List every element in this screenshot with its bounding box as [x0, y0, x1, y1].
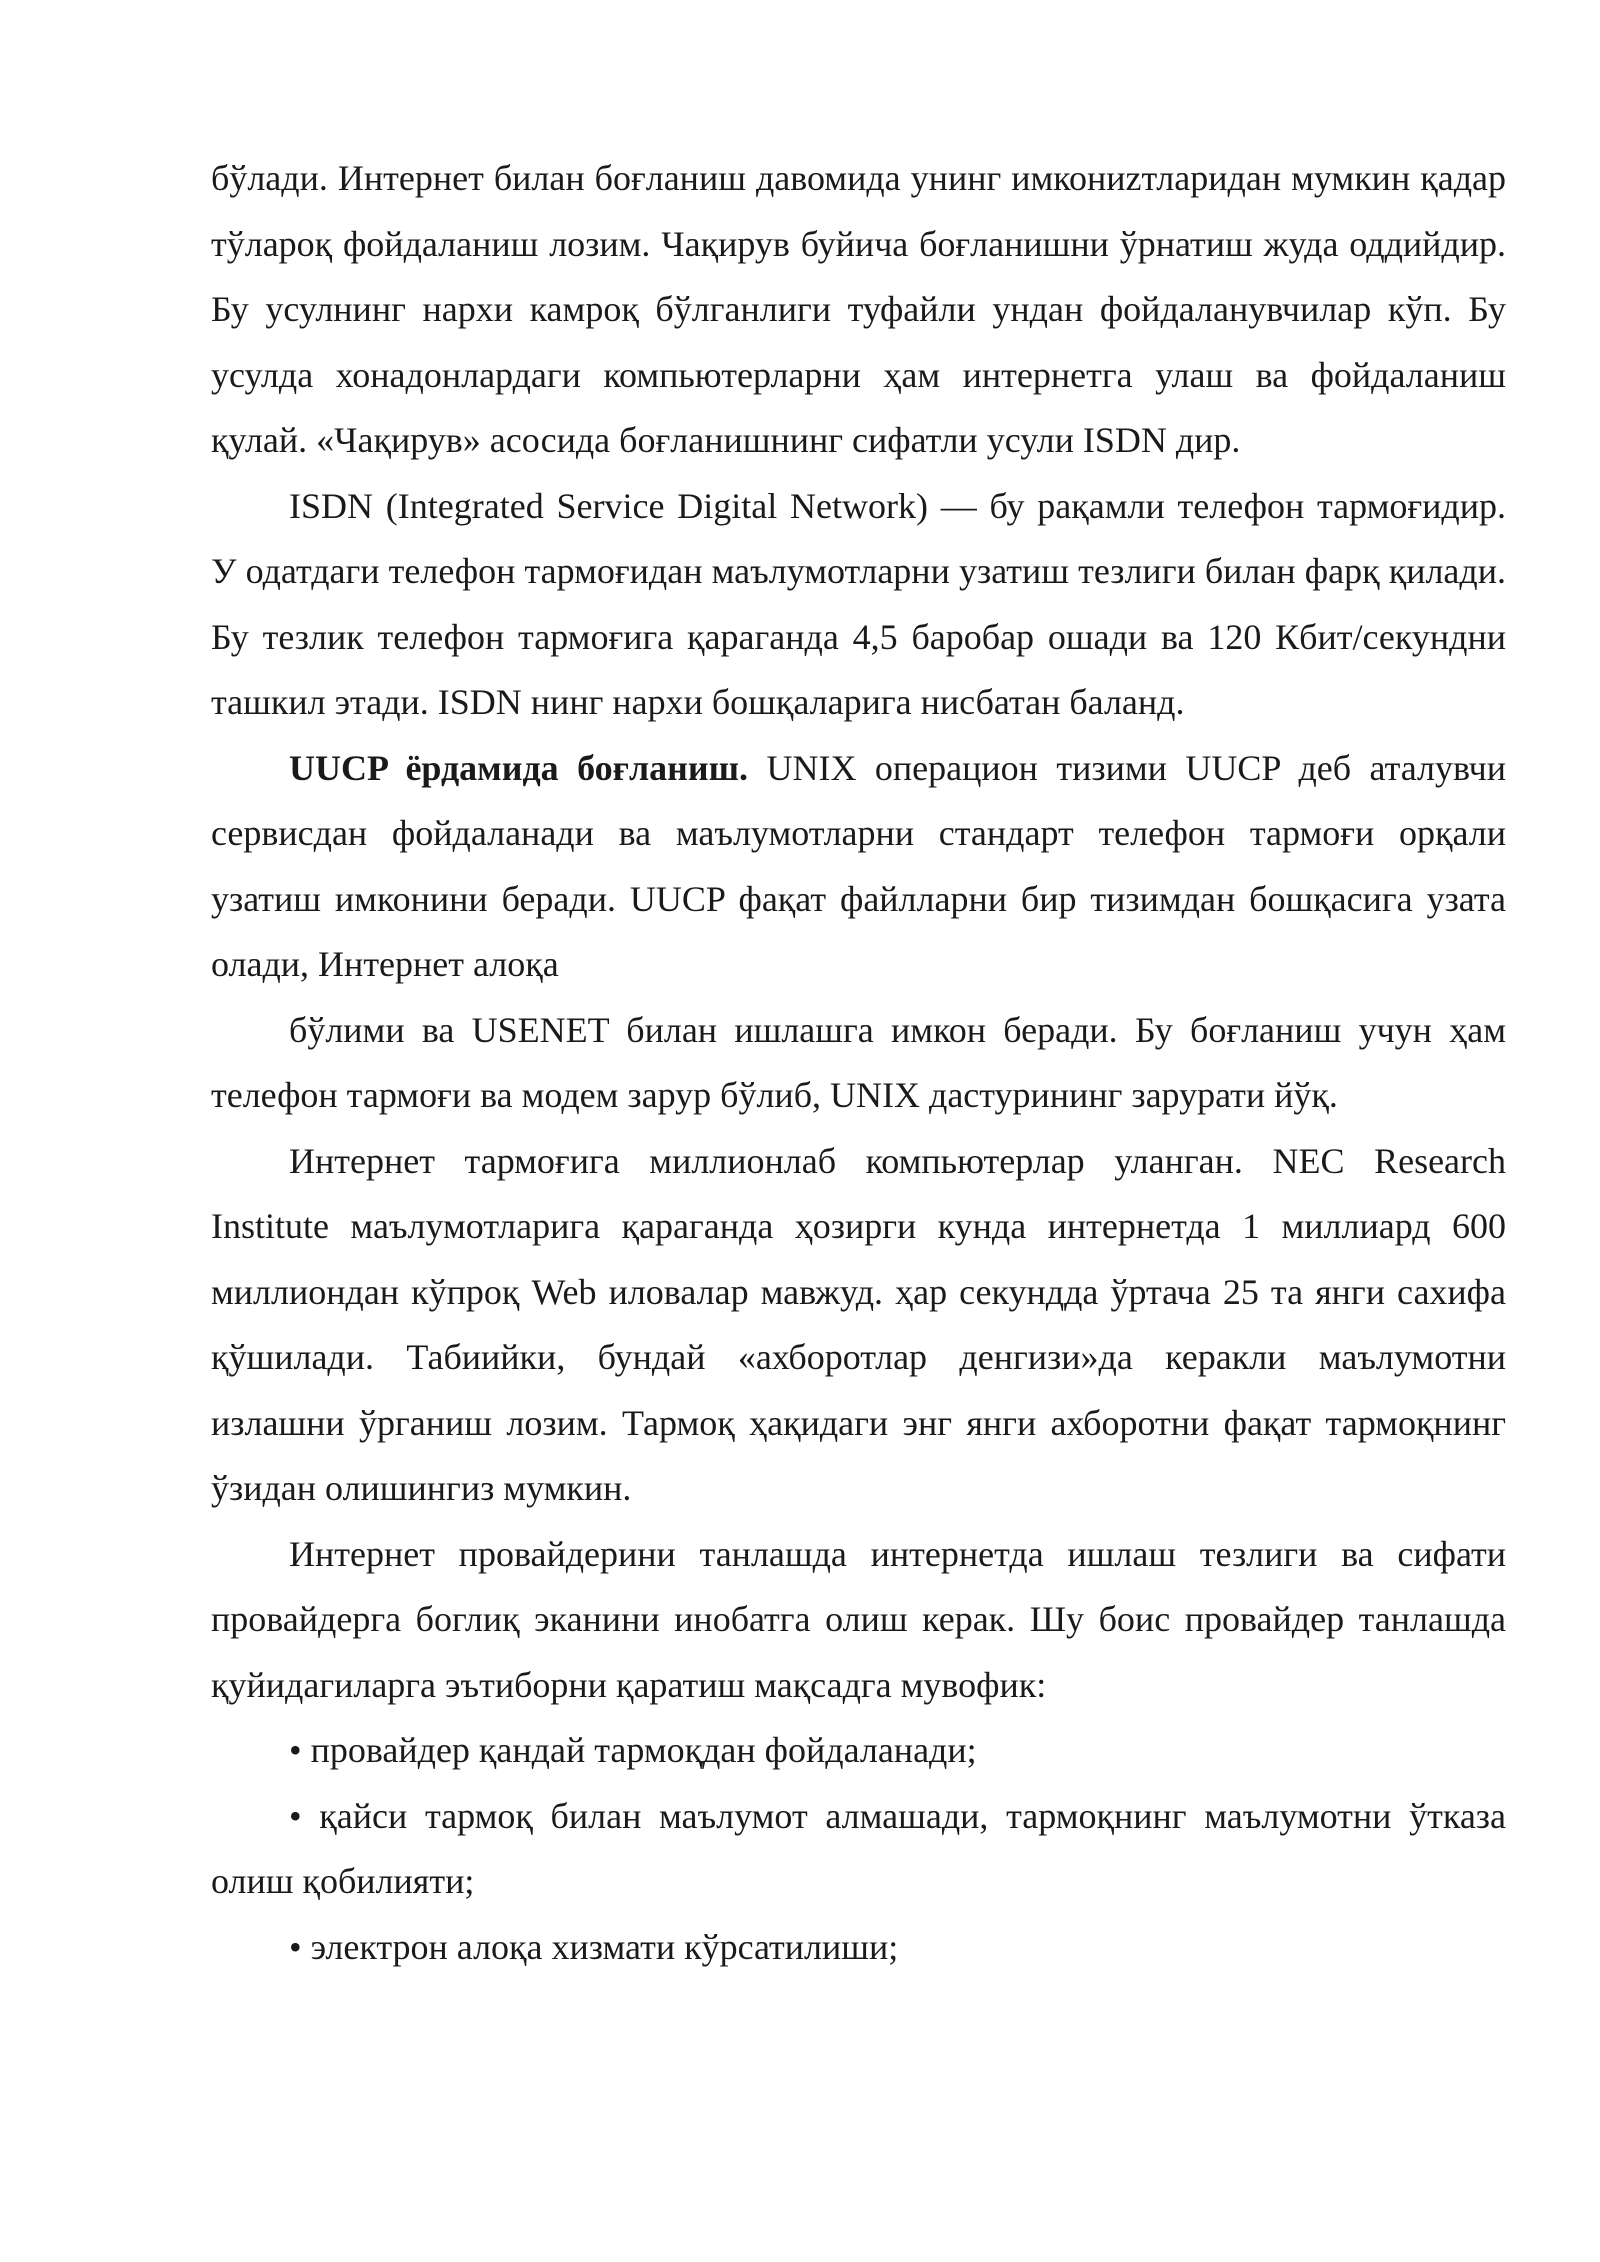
- uucp-heading: UUCP ёрдамида боғланиш.: [289, 747, 749, 788]
- list-item: • провайдер қандай тармоқдан фойдаланади;: [289, 1730, 977, 1770]
- paragraph-1: бўлади. Интернет билан боғланиш давомида унинг имкониzтларидан мумкин қадар тўлароқ фойдаланиш лозим. Чақирув буйича боғланишни ўрнатиш жуда оддийдир. Бу усулнинг нархи камроқ бўлганлиги туфайли ундан фойдаланувчилар кўп. Бу усулда хонадонлардаги компьютерларни ҳам интернетга улаш ва фойдаланиш қулай. «Чақирув» асосида боғланишнинг сифатли усули ISDN дир.: [211, 158, 1506, 460]
- uucp-text: UNIX операцион тизими UUCP деб аталувчи сервисдан фойдаланади ва маълумотларни стандарт телефон тармоғи орқали узатиш имконини беради. UUCP фақат файлларни бир тизимдан бошқасига узата олади, Интернет алоқа: [211, 747, 1506, 984]
- paragraph-uucp: [211, 736, 1506, 998]
- paragraph-provider: Интернет провайдерини танлашда интернетда ишлаш тезлиги ва сифати провайдерга боглиқ эканини инобатга олиш керак. Шу боис провайдер танлашда қуйидагиларга эътиборни қаратиш мақсадга мувофик:: [211, 1533, 1506, 1705]
- document-page: [211, 146, 1506, 1980]
- paragraph-usenet: бўлими ва USENET билан ишлашга имкон беради. Бу боғланиш учун ҳам телефон тармоғи ва модем зарур бўлиб, UNIX дастурининг зарурати йўқ.: [211, 1009, 1506, 1115]
- paragraph-isdn: ISDN (Integrated Service Digital Network) — бу рақамли телефон тармоғидир. У одатдаги телефон тармоғидан маълумотларни узатиш тезлиги билан фарқ қилади. Бу тезлик телефон тармоғига қараганда 4,5 баробар ошади ва 120 Кбит/секундни ташкил этади. ISDN нинг нархи бошқаларига нисбатан баланд.: [211, 485, 1506, 722]
- paragraph-internet-network: Интернет тармоғига миллионлаб компьютерлар уланган. NEC Research Institute маълумотларига қараганда ҳозирги кунда интернетда 1 миллиард 600 миллиондан кўпроқ Web иловалар мавжуд. ҳар секундда ўртача 25 та янги сахифа қўшилади. Табиийки, бундай «ахборотлар денгизи»да керакли маълумотни излашни ўрганиш лозим. Тармоқ ҳақидаги энг янги ахборотни фақат тармоқнинг ўзидан олишингиз мумкин.: [211, 1140, 1506, 1508]
- list-item: • электрон алоқа хизмати кўрсатилиши;: [289, 1926, 899, 1967]
- list-item: • қайси тармоқ билан маълумот алмашади, тармоқнинг маълумотни ўтказа олиш қобилияти;: [211, 1795, 1506, 1901]
